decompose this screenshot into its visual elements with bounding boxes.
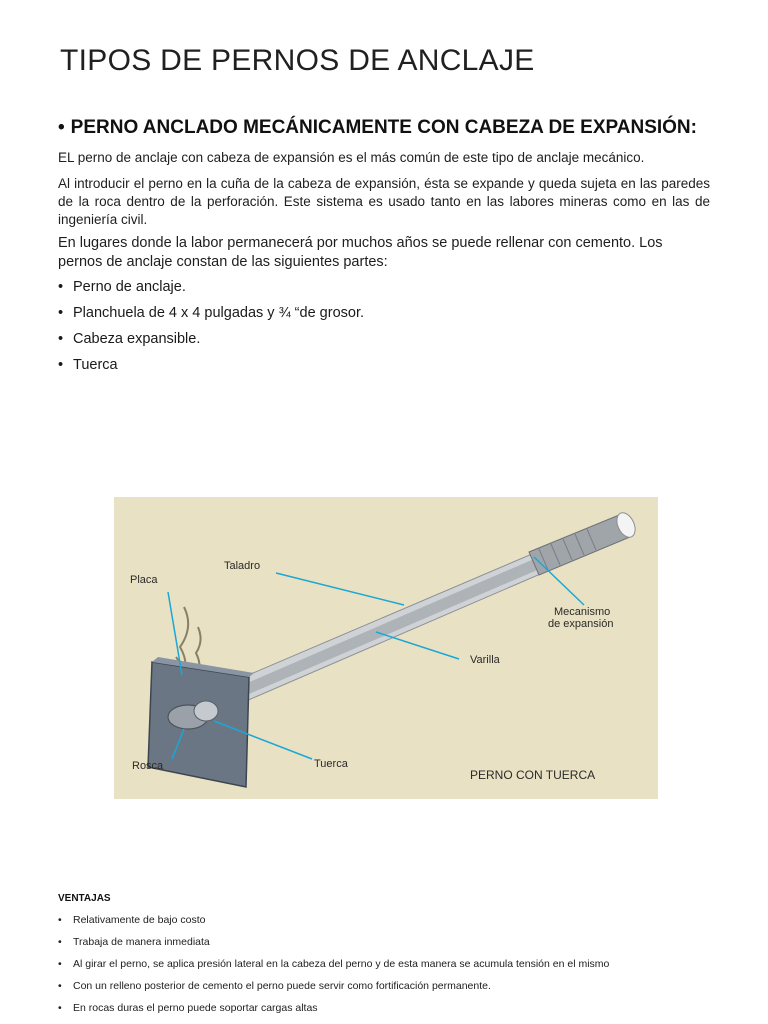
- section-title: [58, 117, 697, 139]
- paragraph-parts: En lugares donde la labor permanecerá por muchos años se puede rellenar con cemento. Los pernos de anclaje constan de las siguientes partes:: [58, 235, 663, 270]
- parts-list: [58, 279, 364, 383]
- bullet: •: [58, 914, 62, 926]
- list-item-text: En rocas duras el perno puede soportar cargas altas: [73, 1002, 318, 1014]
- figure-caption: PERNO CON TUERCA: [470, 768, 596, 782]
- paragraph-intro: EL perno de anclaje con cabeza de expansión es el más común de este tipo de anclaje mecánico.: [58, 150, 645, 165]
- label-tuerca: Tuerca: [314, 758, 348, 770]
- list-item: [58, 331, 364, 357]
- list-item: [58, 305, 364, 331]
- list-item: [58, 936, 609, 958]
- bullet: •: [58, 331, 64, 347]
- label-rosca: Rosca: [132, 760, 164, 772]
- paragraph-mechanism: Al introducir el perno en la cuña de la cabeza de expansión, ésta se expande y queda sujeta en las paredes de la roca dentro de la perforación. Este sistema es usado tanto en las labores mineras como en las de ingeniería civil.: [58, 176, 710, 227]
- label-varilla: Varilla: [470, 654, 500, 666]
- bullet: •: [58, 305, 64, 321]
- bolt-illustration: [114, 497, 658, 799]
- page-title: TIPOS DE PERNOS DE ANCLAJE: [60, 44, 535, 77]
- bolt-figure: [114, 497, 658, 799]
- list-item-text: Tuerca: [73, 357, 118, 373]
- list-item: [58, 279, 364, 305]
- list-item: [58, 357, 364, 383]
- label-mecanismo-1: Mecanismo: [554, 606, 611, 618]
- bullet: •: [58, 936, 62, 948]
- label-mecanismo-2: de expansión: [548, 618, 614, 630]
- label-taladro: Taladro: [224, 560, 261, 572]
- bullet: •: [58, 357, 64, 373]
- list-item-text: Relativamente de bajo costo: [73, 914, 206, 926]
- bullet: •: [58, 1002, 62, 1014]
- thread: [194, 701, 218, 721]
- list-item-text: Al girar el perno, se aplica presión lateral en la cabeza del perno y de esta manera se acumula tensión en el mismo: [73, 958, 610, 970]
- ventajas-list: [58, 914, 609, 1024]
- bullet: •: [58, 279, 64, 295]
- list-item-text: Con un relleno posterior de cemento el perno puede servir como fortificación permanente.: [73, 980, 491, 992]
- ventajas-title: VENTAJAS: [58, 893, 111, 904]
- list-item-text: Cabeza expansible.: [73, 331, 201, 347]
- bullet: •: [58, 980, 62, 992]
- list-item: [58, 980, 609, 1002]
- list-item: [58, 958, 609, 980]
- bullet: •: [58, 117, 65, 138]
- list-item-text: Perno de anclaje.: [73, 279, 186, 295]
- list-item-text: Trabaja de manera inmediata: [73, 936, 210, 948]
- list-item: [58, 1002, 609, 1024]
- section-title-text: PERNO ANCLADO MECÁNICAMENTE CON CABEZA DE EXPANSIÓN:: [70, 117, 697, 138]
- list-item-text: Planchuela de 4 x 4 pulgadas y ¾ “de grosor.: [73, 305, 364, 321]
- label-placa: Placa: [130, 574, 158, 586]
- bullet: •: [58, 958, 62, 970]
- list-item: [58, 914, 609, 936]
